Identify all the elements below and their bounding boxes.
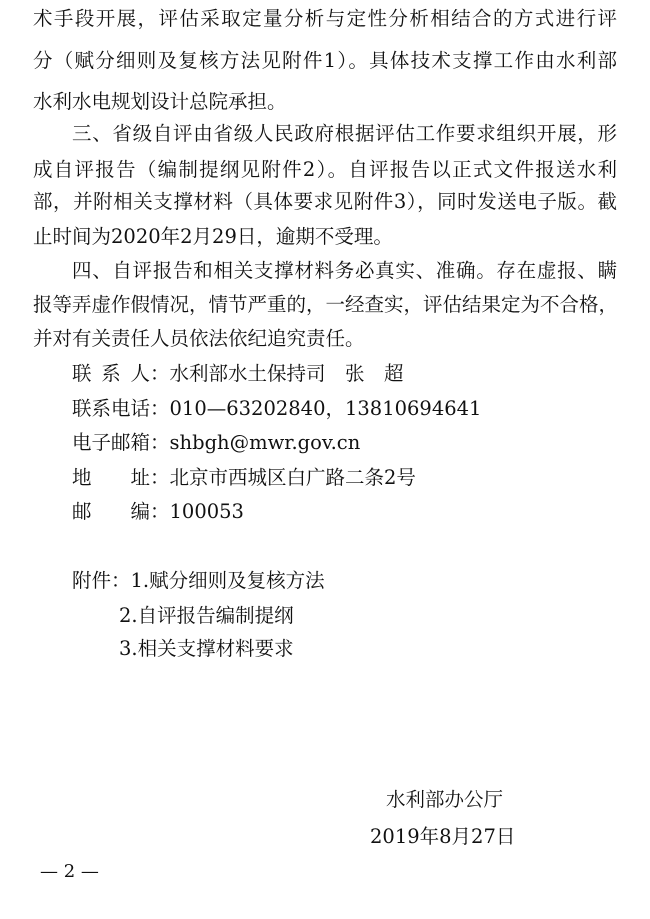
paragraph-3-line-2: 报等弄虚作假情况，情节严重的，一经查实，评估结果定为不合格， <box>33 293 619 316</box>
paragraph-1-line-3: 水利水电规划设计总院承担。 <box>33 90 287 113</box>
contact-email-row <box>72 428 360 458</box>
paragraph-2-line-1: 三、省级自评由省级人民政府根据评估工作要求组织开展，形 <box>72 122 617 145</box>
contact-email-value[interactable]: shbgh@mwr.gov.cn <box>169 431 361 454</box>
contact-phone-value: 010—63202840，13810694641 <box>169 397 482 420</box>
contact-colon: ： <box>150 431 170 454</box>
paragraph-1-line-1: 术手段开展，评估采取定量分析与定性分析相结合的方式进行评 <box>33 7 617 30</box>
contact-address-label: 地 址 <box>72 466 151 489</box>
signature-org: 水利部办公厅 <box>386 788 504 811</box>
paragraph-1-line-2: 分（赋分细则及复核方法见附件1）。具体技术支撑工作由水利部 <box>33 49 617 72</box>
contact-colon: ： <box>150 362 170 385</box>
contact-person-label: 联 系 人 <box>72 362 150 385</box>
attachment-item-3: 3.相关支撑材料要求 <box>119 637 294 660</box>
paragraph-2-line-4: 止时间为2020年2月29日，逾期不受理。 <box>33 225 393 248</box>
page-number: — 2 — <box>40 861 99 882</box>
contact-colon: ： <box>150 500 170 523</box>
contact-person-row <box>72 359 404 389</box>
signature-date: 2019年8月27日 <box>370 825 516 848</box>
contact-postcode-value: 100053 <box>169 500 244 523</box>
attachment-item-2: 2.自评报告编制提纲 <box>119 604 294 627</box>
attachment-item-1: 1.赋分细则及复核方法 <box>130 569 325 592</box>
contact-address-value: 北京市西城区白广路二条2号 <box>169 466 416 489</box>
contact-colon: ： <box>150 397 170 420</box>
attachments-label: 附件： <box>72 569 131 592</box>
contact-colon: ： <box>150 466 170 489</box>
contact-postcode-row <box>72 497 244 527</box>
contact-postcode-label: 邮 编 <box>72 500 151 523</box>
paragraph-3-line-1: 四、自评报告和相关支撑材料务必真实、准确。存在虚报、瞒 <box>72 259 617 282</box>
attachments-row-1 <box>72 566 325 596</box>
contact-phone-label: 联系电话 <box>72 397 151 420</box>
contact-phone-row <box>72 394 481 424</box>
paragraph-3-line-3: 并对有关责任人员依法依纪追究责任。 <box>33 327 365 350</box>
contact-email-label: 电子邮箱 <box>72 431 151 454</box>
contact-address-row <box>72 463 416 493</box>
contact-person-value: 水利部水土保持司 张 超 <box>169 362 404 385</box>
paragraph-2-line-3: 部，并附相关支撑材料（具体要求见附件3），同时发送电子版。截 <box>33 190 617 213</box>
paragraph-2-line-2: 成自评报告（编制提纲见附件2）。自评报告以正式文件报送水利 <box>33 158 617 181</box>
